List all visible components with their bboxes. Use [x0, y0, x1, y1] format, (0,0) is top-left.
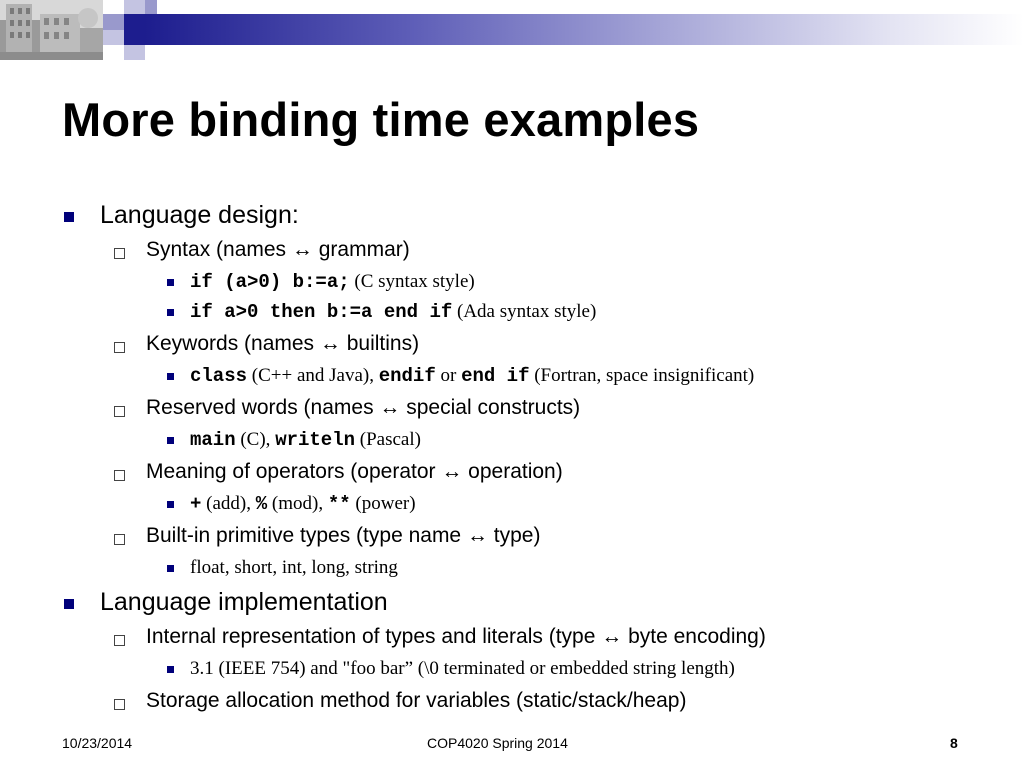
syntax-ada-example [190, 301, 596, 323]
bullet-square-icon [64, 212, 74, 222]
bullet-internal-representation: Internal representation of types and literals (type ↔ byte encoding) [146, 625, 766, 648]
bullet-syntax: Syntax (names ↔ grammar) [146, 238, 410, 261]
hollow-square-icon [114, 534, 125, 545]
bullet-small-square-icon [167, 437, 174, 444]
bullet-small-square-icon [167, 279, 174, 286]
code-snippet: if (a>0) b:=a; [190, 271, 350, 293]
hollow-square-icon [114, 635, 125, 646]
keywords-example [190, 365, 754, 387]
internal-representation-example: 3.1 (IEEE 754) and "foo bar” (\0 terminated or embedded string length) [190, 658, 735, 679]
note-text: (add), [201, 493, 256, 514]
hollow-square-icon [114, 248, 125, 259]
syntax-c-example [190, 271, 475, 293]
bullet-language-implementation: Language implementation [100, 588, 388, 616]
bullet-storage-allocation: Storage allocation method for variables (static/stack/heap) [146, 689, 687, 712]
note-text: (Fortran, space insignificant) [529, 365, 755, 386]
note-text: (Pascal) [355, 429, 421, 450]
note-text: (mod), [267, 493, 328, 514]
code-snippet: if a>0 then b:=a end if [190, 301, 453, 323]
note-text: or [435, 365, 462, 386]
hollow-square-icon [114, 342, 125, 353]
code-snippet: writeln [275, 429, 356, 451]
bullet-square-icon [64, 599, 74, 609]
hollow-square-icon [114, 470, 125, 481]
bullet-language-design: Language design: [100, 201, 299, 229]
bullet-builtin-types: Built-in primitive types (type name ↔ type) [146, 524, 541, 547]
builtin-types-list: float, short, int, long, string [190, 557, 398, 578]
code-snippet: endif [378, 365, 436, 387]
hollow-square-icon [114, 406, 125, 417]
note-text: (C++ and Java), [247, 365, 379, 386]
note-text: (Ada syntax style) [452, 301, 597, 322]
code-snippet: main [190, 429, 236, 451]
bullet-small-square-icon [167, 565, 174, 572]
footer-date: 10/23/2014 [62, 735, 133, 751]
operators-example [190, 493, 416, 515]
bullet-small-square-icon [167, 666, 174, 673]
slide-title: More binding time examples [62, 93, 700, 146]
reserved-words-example [190, 429, 421, 451]
footer-course: COP4020 Spring 2014 [427, 735, 568, 751]
note-text: (C syntax style) [349, 271, 475, 292]
note-text: (power) [350, 493, 416, 514]
bullet-small-square-icon [167, 309, 174, 316]
code-snippet: + [190, 493, 202, 515]
bullet-small-square-icon [167, 373, 174, 380]
slide-number: 8 [950, 735, 958, 751]
code-snippet: ** [327, 493, 351, 515]
hollow-square-icon [114, 699, 125, 710]
bullet-operators: Meaning of operators (operator ↔ operation) [146, 460, 563, 483]
bullet-keywords: Keywords (names ↔ builtins) [146, 332, 420, 355]
note-text: (C), [235, 429, 276, 450]
bullet-reserved-words: Reserved words (names ↔ special constructs) [146, 396, 581, 419]
bullet-small-square-icon [167, 501, 174, 508]
code-snippet: end if [461, 365, 530, 387]
code-snippet: % [255, 493, 268, 515]
code-snippet: class [190, 365, 248, 387]
